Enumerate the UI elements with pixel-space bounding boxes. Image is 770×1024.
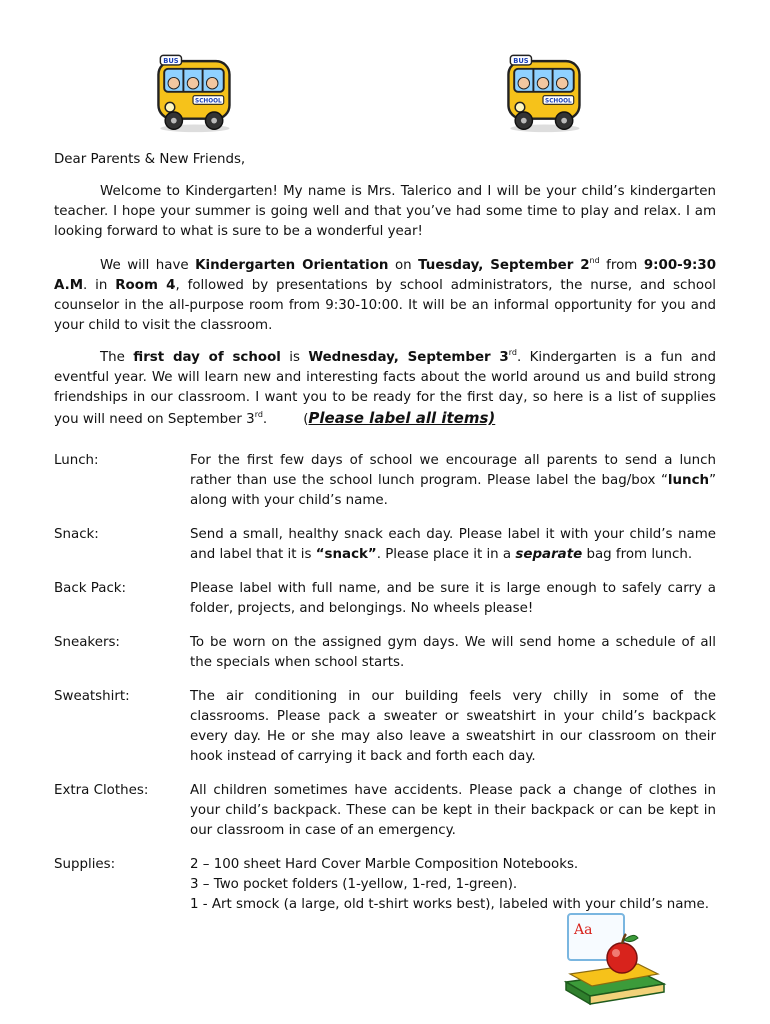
salutation: Dear Parents & New Friends, [54, 152, 246, 167]
svg-text:BUS: BUS [513, 57, 529, 66]
svg-text:SCHOOL: SCHOOL [545, 98, 572, 105]
list-item-sweatshirt: Sweatshirt: The air conditioning in our building feels very chilly in some of the classrooms. Please pack a sweater or sweatshirt in your child’s backpack every day. He or she may also leave a sweatshirt in our classroom on their hook instead of carrying it back and forth each day. [54, 689, 716, 764]
school-bus-icon [495, 40, 591, 136]
list-item-supplies: Supplies: 2 – 100 sheet Hard Cover Marble Composition Notebooks. 3 – Two pocket folders (1-yellow, 1-red, 1-green). 1 - Art smock (a large, old t-shirt works best), labeled with your child’s name. [54, 855, 716, 915]
svg-text:Aa: Aa [574, 922, 593, 938]
welcome-paragraph: Welcome to Kindergarten! My name is Mrs. Talerico and I will be your child’s kindergarten teacher. I hope your summer is going well and that you’ve had some time to play and relax. I am looking forward to what is sure to be a wonderful year! [54, 184, 716, 239]
orientation-paragraph: We will have Kindergarten Orientation on Tuesday, September 2nd from 9:00-9:30 A.M. in Room 4, followed by presentations by school administrators, the nurse, and school counselor in the all-purpose room from 9:30-10:00. It will be an informal opportunity for you and your child to visit the classroom. [54, 256, 717, 333]
first-day-paragraph: The first day of school is Wednesday, September 3rd. Kindergarten is a fun and eventful year. We will learn new and interesting facts about the world around us and build strong friendships in our classroom. I want you to be ready for the first day, so here is a list of supplies you will need on September 3rd. (Please label all items) [54, 348, 716, 427]
supply-line: 2 – 100 sheet Hard Cover Marble Composition Notebooks. [190, 857, 579, 872]
school-bus-icon [145, 40, 241, 136]
apple-books-icon [560, 912, 670, 1012]
list-item-snack: Snack: Send a small, healthy snack each day. Please label it with your child’s name and label that it is “snack”. Please place it in a separate bag from lunch. [54, 527, 716, 562]
supply-line: 3 – Two pocket folders (1-yellow, 1-red, 1-green). [190, 877, 518, 892]
supply-line: 1 - Art smock (a large, old t-shirt works best), labeled with your child’s name. [190, 897, 709, 912]
svg-text:BUS: BUS [163, 57, 179, 66]
svg-text:SCHOOL: SCHOOL [195, 98, 222, 105]
list-item-back-pack: Back Pack: Please label with full name, and be sure it is large enough to safely carry a folder, projects, and belongings. No wheels please! [54, 581, 716, 616]
list-item-extra-clothes: Extra Clothes: All children sometimes have accidents. Please pack a change of clothes in your child’s backpack. These can be kept in their backpack or can be kept in our classroom in case of an emergency. [54, 783, 716, 838]
supply-list [54, 451, 716, 929]
label-all-items-note: (Please label all items) [303, 409, 496, 427]
list-item-lunch: Lunch: For the first few days of school we encourage all parents to send a lunch rather than use the school lunch program. Please label the bag/box “lunch” along with your child’s name. [54, 453, 716, 508]
list-item-sneakers: Sneakers: To be worn on the assigned gym days. We will send home a schedule of all the specials when school starts. [54, 635, 716, 670]
